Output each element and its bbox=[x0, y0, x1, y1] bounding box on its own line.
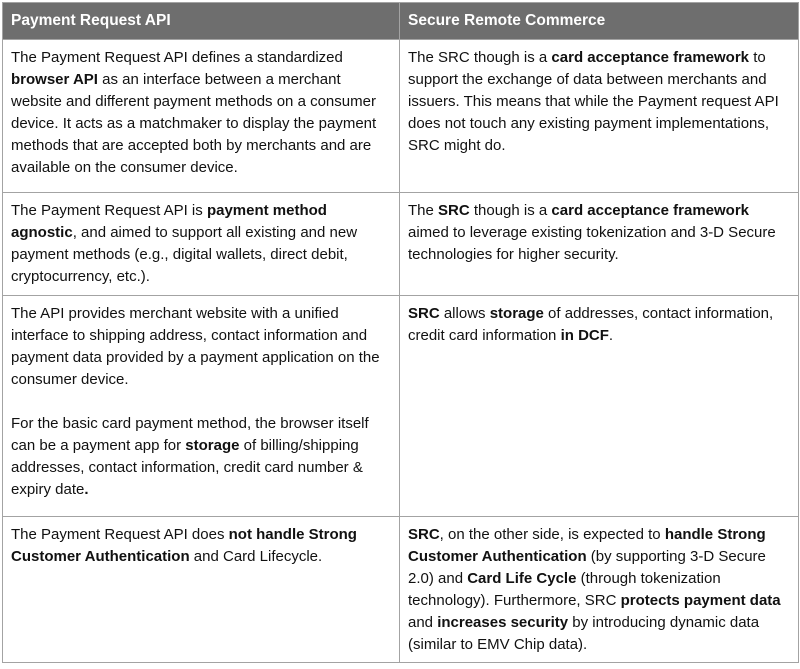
text: The Payment Request API is bbox=[11, 202, 207, 219]
cell-secure-remote-commerce bbox=[400, 296, 799, 517]
cell-paragraph bbox=[11, 303, 391, 391]
text: (by supporting 3-D Secure 2.0) and bbox=[408, 548, 766, 587]
text: though is a bbox=[469, 202, 552, 219]
comparison-table bbox=[2, 2, 799, 663]
cell-payment-request-api bbox=[3, 296, 400, 517]
column-header-payment-request-api: Payment Request API bbox=[3, 3, 400, 40]
bold-text: payment method agnostic bbox=[11, 202, 327, 241]
header-row bbox=[3, 3, 799, 40]
text: (through tokenization technology). Furthermore, SRC bbox=[408, 570, 721, 609]
column-header-secure-remote-commerce: Secure Remote Commerce bbox=[400, 3, 799, 40]
bold-text: SRC bbox=[408, 305, 440, 322]
bold-text: handle Strong Customer Authentication bbox=[408, 526, 766, 565]
cell-payment-request-api bbox=[3, 40, 400, 193]
cell-payment-request-api bbox=[3, 193, 400, 296]
text: , and aimed to support all existing and new payment methods (e.g., digital wallets, direct debit, cryptocurrency, etc.). bbox=[11, 224, 358, 285]
text: aimed to leverage existing tokenization and 3-D Secure technologies for higher security. bbox=[408, 224, 776, 263]
cell-payment-request-api bbox=[3, 517, 400, 663]
bold-text: . bbox=[84, 481, 89, 498]
text: The Payment Request API defines a standardized bbox=[11, 49, 343, 66]
cell-paragraph bbox=[11, 524, 391, 568]
text: The API provides merchant website with a unified interface to shipping address, contact information and payment data provided by a payment application on the consumer device. bbox=[11, 305, 380, 388]
table-row bbox=[3, 296, 799, 517]
text: The bbox=[408, 202, 439, 219]
bold-text: not handle Strong Customer Authentication bbox=[11, 526, 357, 565]
bold-text: card acceptance framework bbox=[551, 49, 750, 66]
text: of billing/shipping addresses, contact information, credit card number & expiry date bbox=[11, 437, 363, 498]
cell-paragraph bbox=[408, 47, 790, 157]
bold-text: storage bbox=[185, 437, 240, 454]
cell-paragraph bbox=[408, 303, 790, 347]
table-row bbox=[3, 193, 799, 296]
bold-text: increases security bbox=[437, 614, 569, 631]
text: and Card Lifecycle. bbox=[189, 548, 323, 565]
bold-text: storage bbox=[489, 305, 544, 322]
text: allows bbox=[439, 305, 490, 322]
table-row bbox=[3, 517, 799, 663]
cell-paragraph bbox=[11, 200, 391, 288]
text: , on the other side, is expected to bbox=[439, 526, 665, 543]
table-row bbox=[3, 40, 799, 193]
bold-text: SRC bbox=[438, 202, 470, 219]
text: as an interface between a merchant website and different payment methods on a consumer device. It acts as a matchmaker to display the payment methods that are accepted both by merchants and are available on the consumer device. bbox=[11, 71, 377, 176]
bold-text: Card Life Cycle bbox=[467, 570, 577, 587]
bold-text: protects payment data bbox=[620, 592, 781, 609]
text: of addresses, contact information, credit card information bbox=[408, 305, 774, 344]
cell-paragraph bbox=[11, 413, 391, 501]
cell-paragraph bbox=[11, 47, 391, 179]
text: to support the exchange of data between merchants and issuers. This means that while the Payment request API does not touch any existing payment implementations, SRC might do. bbox=[408, 49, 779, 154]
text: . bbox=[608, 327, 614, 344]
cell-secure-remote-commerce bbox=[400, 193, 799, 296]
bold-text: card acceptance framework bbox=[551, 202, 750, 219]
text: For the basic card payment method, the browser itself can be a payment app for bbox=[11, 415, 369, 454]
text: The SRC though is a bbox=[408, 49, 552, 66]
cell-secure-remote-commerce bbox=[400, 40, 799, 193]
cell-paragraph bbox=[408, 524, 790, 656]
bold-text: browser API bbox=[11, 71, 98, 88]
text: and bbox=[408, 614, 438, 631]
bold-text: SRC bbox=[408, 526, 440, 543]
bold-text: in DCF bbox=[560, 327, 609, 344]
cell-paragraph bbox=[408, 200, 790, 266]
text: by introducing dynamic data (similar to EMV Chip data). bbox=[408, 614, 760, 653]
cell-secure-remote-commerce bbox=[400, 517, 799, 663]
text: The Payment Request API does bbox=[11, 526, 229, 543]
